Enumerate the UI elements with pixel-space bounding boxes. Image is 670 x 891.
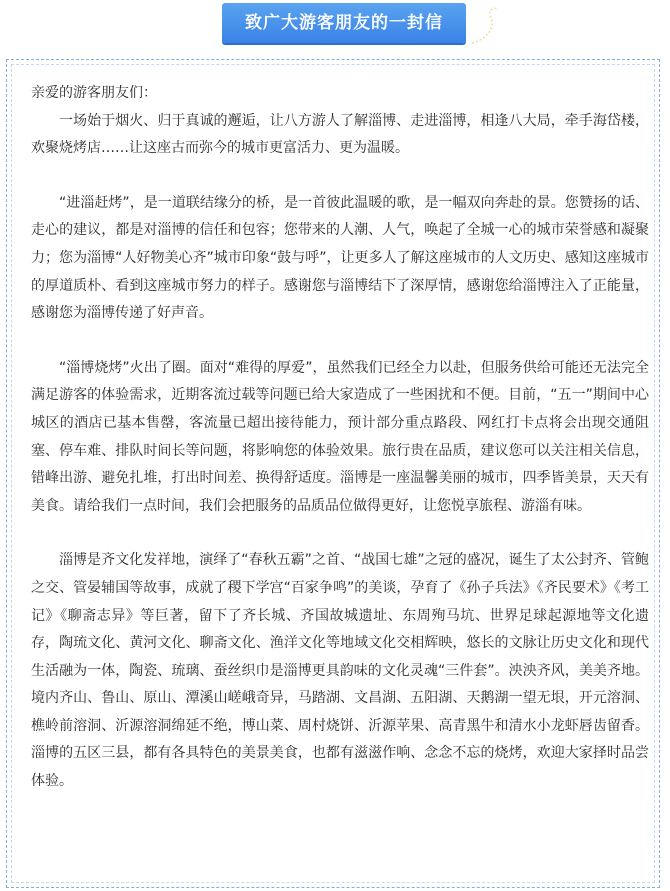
letter-paragraph: “淄博烧烤”火出了圈。面对“难得的厚爱”，虽然我们已经全力以赴，但服务供给可能还无法完全满足游客的体验需求，近期客流过载等问题已给大家造成了一些困扰和不便。目前，“五一”期间中心城区的酒店已基本售罄，客流量已超出接待能力，预计部分重点路段、网红打卡点将会出现交通阻塞、停车难、排队时间长等问题，将影响您的体验效果。旅行贵在品质，建议您可以关注相关信息，错峰出游、避免扎堆，打出时间差、换得舒适度。淄博是一座温馨美丽的城市，四季皆美景，天天有美食。请给我们一点时间，我们会把服务的品质品位做得更好，让您悦享旅程、游淄有味。 <box>31 359 649 514</box>
curl-decoration-icon <box>466 3 506 47</box>
letter-paragraph: 一场始于烟火、归于真诚的邂逅，让八方游人了解淄博、走进淄博，相逢八大局，牵手海岱楼，欢聚烧烤店……让这座古而弥今的城市更富活力、更为温暖。 <box>31 112 649 157</box>
letter-paragraph: 淄博是齐文化发祥地，演绎了“春秋五霸”之首、“战国七雄”之冠的盛况，诞生了太公封齐、管鲍之交、管晏辅国等故事，成就了稷下学宫“百家争鸣”的美谈，孕育了《孙子兵法》《齐民要术》《考工记》《聊斋志异》等巨著，留下了齐长城、齐国故城遗址、东周殉马坑、世界足球起源地等文化遗存，陶琉文化、黄河文化、聊斋文化、渔洋文化等地域文化交相辉映，悠长的文脉让历史文化和现代生活融为一体，陶瓷、琉璃、蚕丝织巾是淄博更具韵味的文化灵魂“三件套”。泱泱齐风，美美齐地。境内齐山、鲁山、原山、潭溪山嵯峨奇异，马踏湖、文昌湖、五阳湖、天鹅湖一望无垠，开元溶洞、樵岭前溶洞、沂源溶洞绵延不绝，博山菜、周村烧饼、沂源苹果、高青黑牛和清水小龙虾唇齿留香。淄博的五区三县，都有各具特色的美景美食，也都有滋滋作响、念念不忘的烧烤，欢迎大家择时品尝体验。 <box>31 552 649 790</box>
letter-body <box>31 80 649 796</box>
letter-paragraph: “进淄赶烤”，是一道联结缘分的桥，是一首彼此温暖的歌，是一幅双向奔赴的景。您赞扬的话、走心的建议，都是对淄博的信任和包容；您带来的人潮、人气，唤起了全城一心的城市荣誉感和凝聚力；您为淄博“人好物美心齐”城市印象“鼓与呼”，让更多人了解这座城市的人文历史、感知这座城市的厚道质朴、看到这座城市努力的样子。感谢您与淄博结下了深厚情，感谢您给淄博注入了正能量，感谢您为淄博传递了好声音。 <box>31 194 649 322</box>
letter-greeting: 亲爱的游客朋友们： <box>31 85 157 101</box>
header <box>0 0 670 52</box>
page-title: 致广大游客朋友的一封信 <box>222 3 466 43</box>
